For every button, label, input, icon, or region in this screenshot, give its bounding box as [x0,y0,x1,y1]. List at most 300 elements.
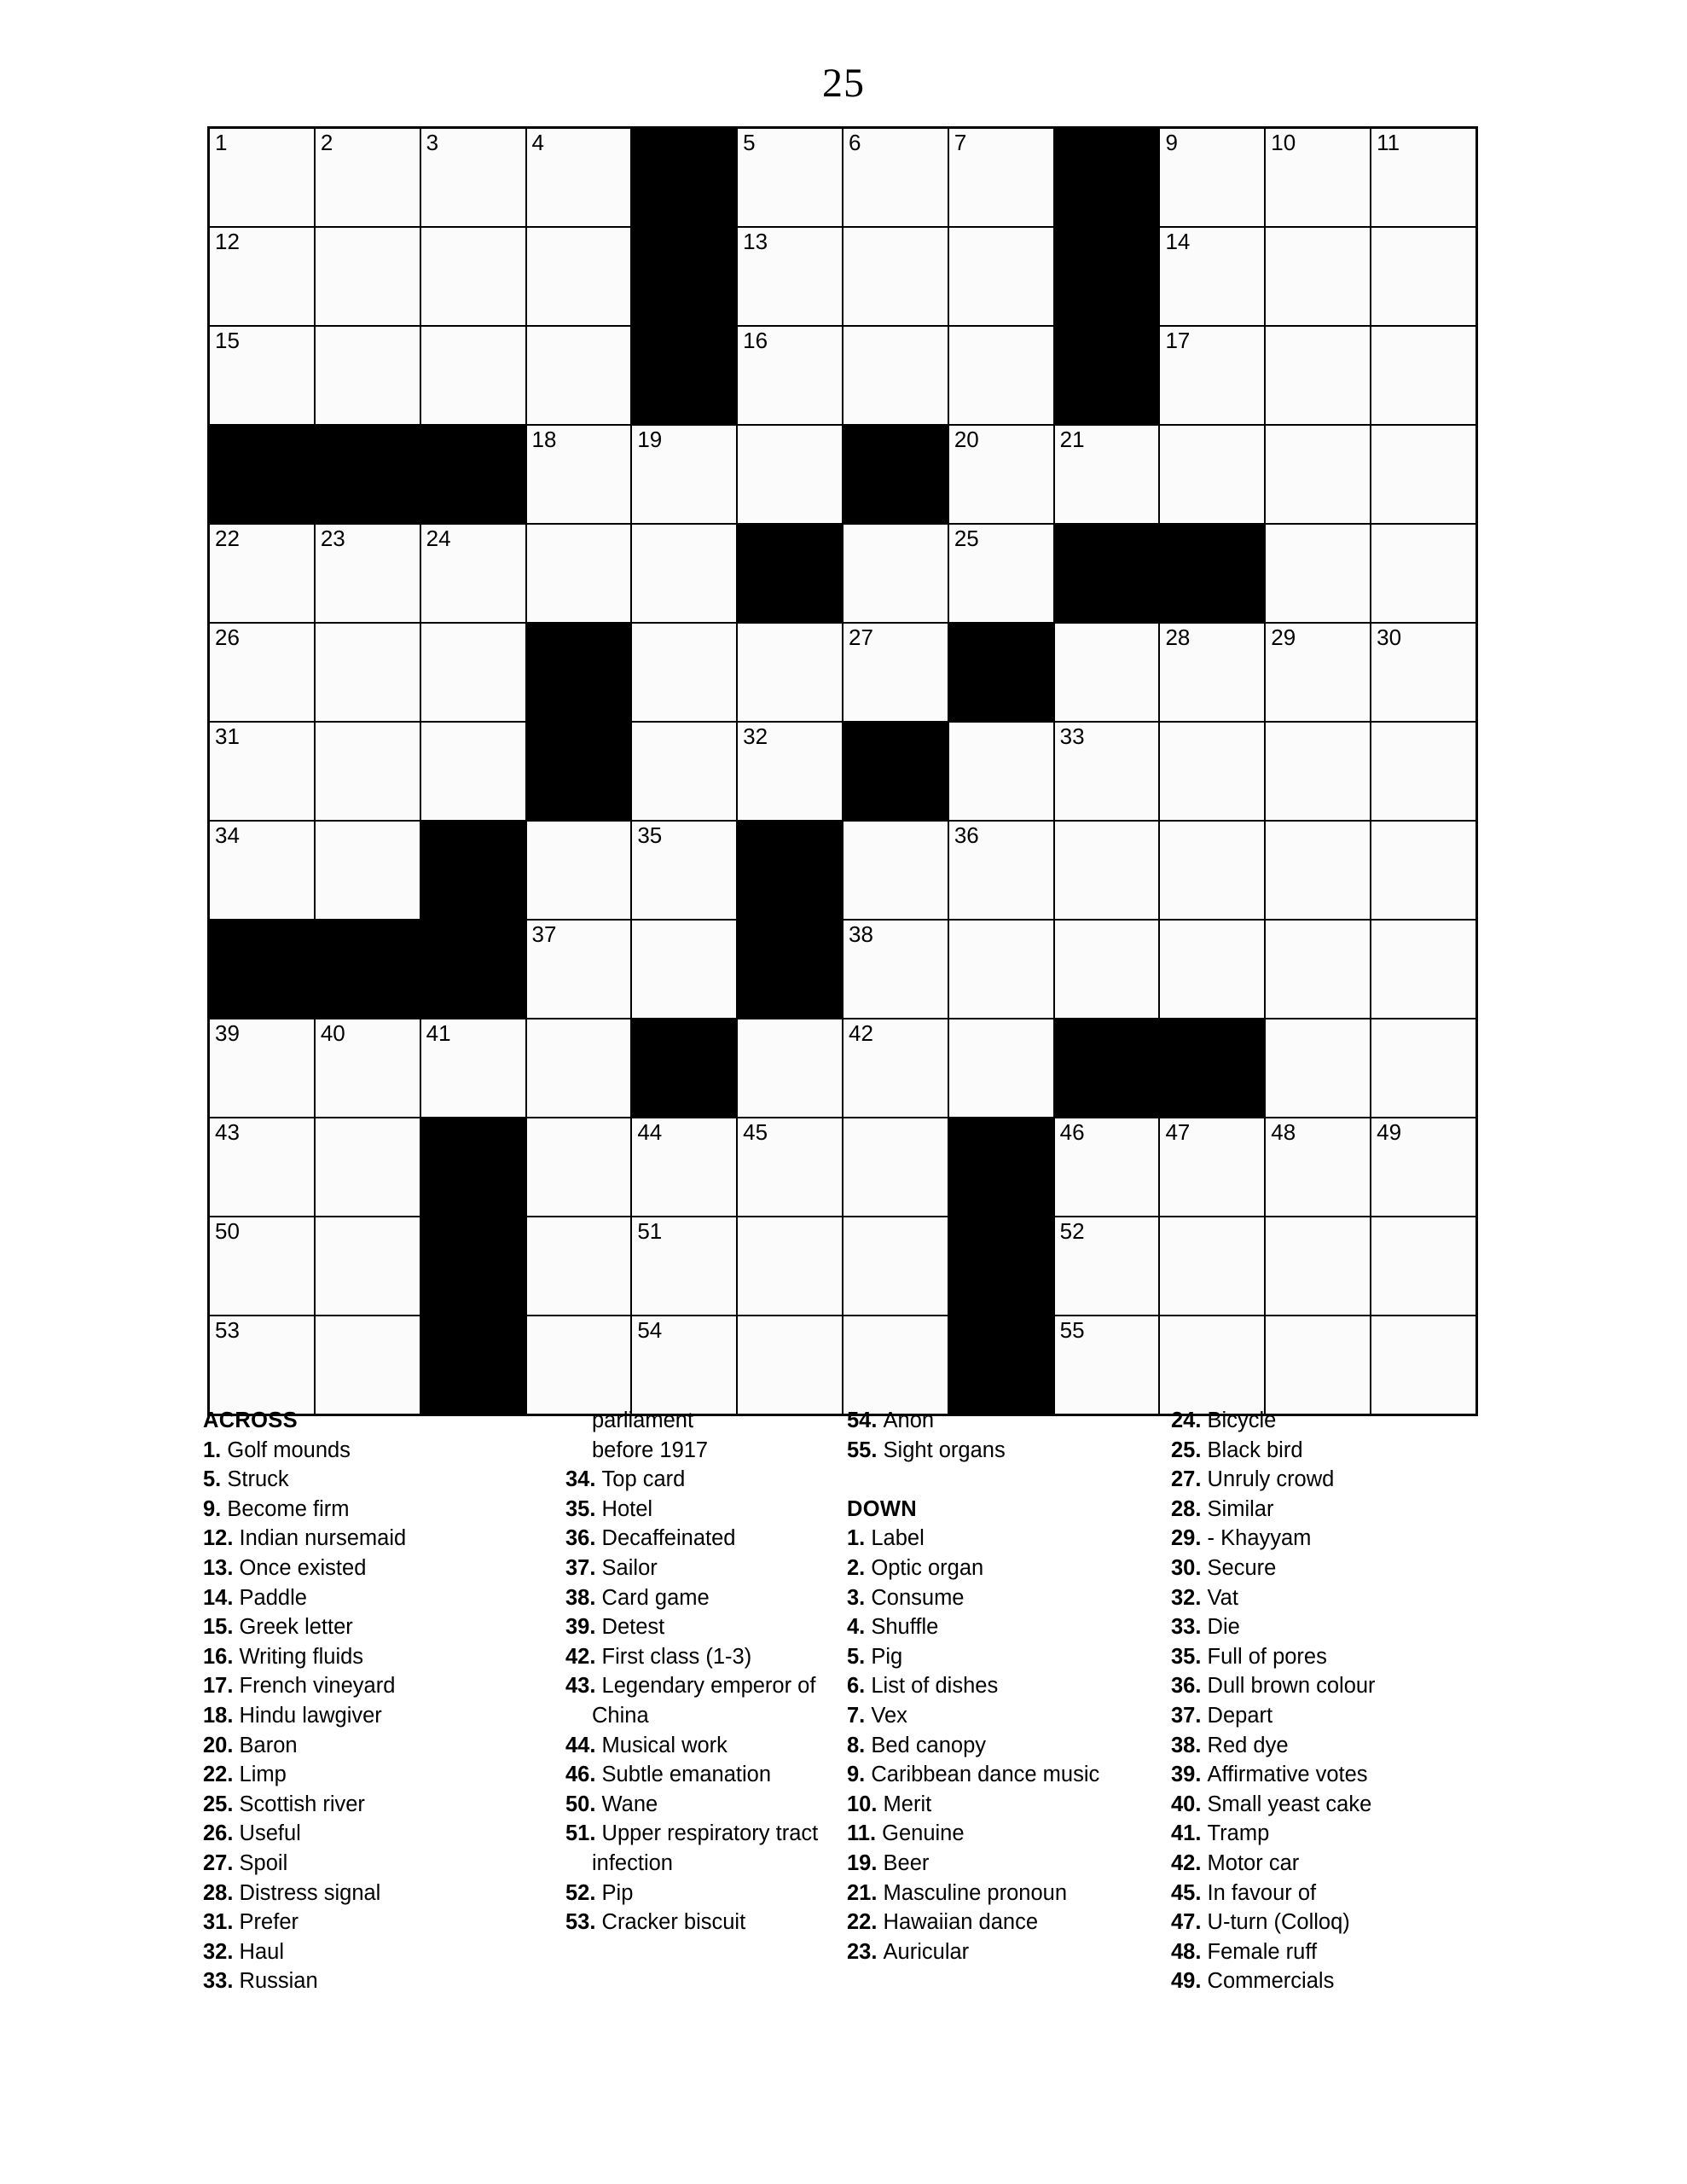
clue-text: Scottish river [239,1792,365,1816]
clue-number: 39. [1171,1763,1208,1787]
clue-item [1171,1819,1477,1849]
clue-text: Paddle [239,1585,307,1610]
grid-cell-number: 39 [215,1020,240,1046]
grid-cell-block [420,1217,526,1316]
grid-cell[interactable] [843,1019,948,1118]
clue-text: Caribbean dance music [871,1763,1100,1787]
clue-text: Consume [871,1585,965,1610]
grid-cell[interactable] [1265,425,1371,524]
grid-cell-number: 14 [1165,229,1191,254]
clue-number: 25. [1171,1438,1208,1462]
clue-item [1171,1612,1477,1642]
clue-text: Sailor [601,1555,658,1580]
clue-text: parliament [592,1409,694,1432]
grid-cell[interactable] [315,524,420,623]
clue-item [847,1937,1166,1967]
grid-cell[interactable] [1265,1316,1371,1415]
grid-cell[interactable] [1159,623,1265,722]
grid-cell[interactable] [1265,623,1371,722]
clue-number: 21. [847,1880,884,1905]
grid-cell[interactable] [209,1019,315,1118]
grid-cell[interactable] [1054,821,1160,920]
grid-cell[interactable] [1371,1217,1476,1316]
clue-text: Musical work [601,1733,728,1757]
grid-cell[interactable] [1265,1019,1371,1118]
grid-cell[interactable] [315,821,420,920]
grid-cell[interactable] [631,524,737,623]
grid-cell[interactable] [420,623,526,722]
grid-cell[interactable] [843,821,948,920]
clue-number: 48. [1171,1939,1208,1964]
grid-cell[interactable] [843,1217,948,1316]
grid-cell[interactable] [948,128,1054,228]
grid-cell-number: 44 [637,1119,663,1145]
grid-cell[interactable] [843,623,948,722]
grid-cell[interactable] [737,623,843,722]
grid-row [209,920,1477,1019]
grid-cell[interactable] [315,1019,420,1118]
clue-number: 45. [1171,1880,1208,1905]
grid-cell[interactable] [420,1019,526,1118]
grid-row [209,821,1477,920]
grid-cell[interactable] [948,425,1054,524]
grid-cell[interactable] [1265,326,1371,425]
clues-section [203,1406,1482,1996]
clue-text: French vineyard [239,1674,396,1699]
grid-cell[interactable] [209,1217,315,1316]
grid-cell-block [526,722,632,821]
grid-cell[interactable] [1054,1217,1160,1316]
clue-text: Tramp [1207,1821,1270,1846]
grid-cell[interactable] [631,425,737,524]
grid-cell[interactable] [631,920,737,1019]
grid-row [209,425,1477,524]
grid-cell-block [631,128,737,228]
clue-item [203,1612,560,1642]
clue-item [1171,1642,1477,1672]
down-heading: DOWN [847,1496,917,1521]
grid-row [209,722,1477,821]
grid-cell-block [209,920,315,1019]
grid-cell[interactable] [948,326,1054,425]
grid-cell[interactable] [526,1217,632,1316]
clue-text: Genuine [882,1821,965,1846]
grid-cell[interactable] [737,227,843,326]
grid-cell[interactable] [1371,524,1476,623]
grid-cell[interactable] [526,920,632,1019]
grid-cell[interactable] [209,821,315,920]
clue-item [203,1790,560,1820]
grid-cell[interactable] [315,1316,420,1415]
grid-cell-number: 11 [1377,130,1400,155]
grid-cell[interactable] [209,326,315,425]
clue-text: Baron [239,1733,298,1757]
grid-row [209,1217,1477,1316]
grid-cell-number: 26 [215,624,240,650]
clues-column-1 [203,1406,565,1996]
grid-cell[interactable] [948,524,1054,623]
grid-cell[interactable] [631,722,737,821]
grid-cell[interactable] [631,623,737,722]
clue-item [203,1760,560,1790]
clue-text: - Khayyam [1207,1526,1312,1551]
grid-cell-block [948,1118,1054,1217]
grid-cell-number: 6 [848,130,861,155]
clue-text: Bicycle [1207,1409,1277,1432]
grid-cell[interactable] [737,128,843,228]
grid-cell[interactable] [1265,128,1371,228]
clue-number: 25. [203,1792,240,1816]
grid-cell-block [737,524,843,623]
clue-item [1171,1760,1477,1790]
grid-cell-number: 3 [426,130,439,155]
grid-cell-number: 53 [215,1317,240,1343]
grid-row [209,623,1477,722]
clue-item [847,1908,1166,1937]
clue-number: 33. [203,1969,240,1994]
clue-item [847,1849,1166,1879]
clue-text: Motor car [1207,1850,1300,1875]
grid-cell[interactable] [737,425,843,524]
grid-cell[interactable] [315,1217,420,1316]
grid-cell[interactable] [1265,1217,1371,1316]
clue-number: 41. [1171,1821,1208,1846]
grid-row [209,227,1477,326]
clue-text: Wane [601,1792,658,1816]
grid-cell[interactable] [209,524,315,623]
grid-cell-block [420,920,526,1019]
across-clue-list [203,1436,560,1996]
clue-text: Full of pores [1207,1644,1327,1669]
grid-cell[interactable] [526,1316,632,1415]
grid-cell-number: 4 [531,130,544,155]
grid-cell[interactable] [209,1118,315,1217]
clue-item [1171,1701,1477,1731]
clue-number: 31. [203,1910,240,1935]
grid-cell[interactable] [1371,722,1476,821]
clue-text: Decaffeinated [601,1526,736,1551]
grid-cell[interactable] [1265,524,1371,623]
grid-cell[interactable] [1054,1316,1160,1415]
clue-text: Haul [239,1939,284,1964]
grid-cell[interactable] [209,128,315,228]
clue-number: 37. [565,1555,602,1580]
grid-cell[interactable] [1159,425,1265,524]
grid-cell-number: 46 [1059,1119,1085,1145]
grid-cell[interactable] [420,227,526,326]
grid-cell[interactable] [1371,1118,1476,1217]
grid-cell[interactable] [737,1118,843,1217]
grid-cell[interactable] [1265,821,1371,920]
grid-cell[interactable] [526,425,632,524]
clue-item [1171,1966,1477,1996]
clue-number: 36. [1171,1674,1208,1699]
grid-cell[interactable] [526,524,632,623]
clue-item [203,1701,560,1731]
clue-text: Depart [1207,1703,1273,1728]
clue-number: 16. [203,1644,240,1669]
grid-cell[interactable] [948,227,1054,326]
clue-number: 14. [203,1585,240,1610]
clue-number: 6. [847,1674,872,1699]
clue-number: 28. [1171,1496,1208,1521]
grid-cell-block [420,1118,526,1217]
grid-cell[interactable] [843,920,948,1019]
grid-cell-block [420,425,526,524]
clue-text: Label [871,1526,925,1551]
clue-item [847,1436,1166,1466]
clue-text: Small yeast cake [1207,1792,1372,1816]
clue-text: Vex [871,1703,907,1728]
grid-cell[interactable] [737,722,843,821]
clues-column-2 [565,1406,847,1996]
clue-number: 51. [565,1821,602,1846]
clue-item [847,1583,1166,1613]
clue-item [203,1495,560,1525]
clue-number: 26. [203,1821,240,1846]
grid-cell-block [209,425,315,524]
grid-cell[interactable] [1159,326,1265,425]
grid-cell[interactable] [1054,425,1160,524]
grid-cell[interactable] [631,1217,737,1316]
grid-row [209,524,1477,623]
clue-number: 30. [1171,1555,1208,1580]
grid-cell[interactable] [526,1118,632,1217]
grid-cell[interactable] [737,1019,843,1118]
clue-number: 28. [203,1880,240,1905]
clue-number: 20. [203,1733,240,1757]
grid-cell[interactable] [843,227,948,326]
clue-number: 7. [847,1703,872,1728]
clue-item [565,1612,842,1642]
grid-cell[interactable] [1371,227,1476,326]
grid-cell-number: 32 [743,723,768,749]
grid-cell[interactable] [1054,623,1160,722]
clue-number: 46. [565,1763,602,1787]
grid-cell[interactable] [843,128,948,228]
clue-number: 5. [847,1644,872,1669]
clue-text: Commercials [1207,1969,1335,1994]
clue-text: Russian [239,1969,318,1994]
clue-text: Optic organ [871,1555,984,1580]
grid-cell[interactable] [948,821,1054,920]
clue-text: Greek letter [239,1615,353,1640]
grid-cell[interactable] [1159,1217,1265,1316]
grid-cell[interactable] [315,1118,420,1217]
clue-number: 43. [565,1674,602,1699]
grid-cell[interactable] [843,524,948,623]
grid-cell-number: 31 [215,723,240,749]
grid-cell-number: 30 [1377,624,1402,650]
grid-cell[interactable] [1265,227,1371,326]
across-heading: ACROSS [203,1409,298,1432]
crossword-grid-table[interactable] [207,126,1478,1416]
clue-item [847,1554,1166,1583]
grid-cell[interactable] [631,821,737,920]
grid-cell[interactable] [420,128,526,228]
clue-number: 15. [203,1615,240,1640]
clue-item [203,1671,560,1701]
clue-item [203,1554,560,1583]
clue-number: 32. [1171,1585,1208,1610]
grid-cell[interactable] [948,1019,1054,1118]
grid-cell-number: 10 [1271,130,1296,155]
grid-cell[interactable] [1159,1316,1265,1415]
grid-cell[interactable] [1371,1316,1476,1415]
grid-cell[interactable] [1371,326,1476,425]
grid-cell[interactable] [737,1316,843,1415]
grid-cell[interactable] [1265,722,1371,821]
clue-number: 13. [203,1555,240,1580]
grid-cell-number: 29 [1271,624,1296,650]
grid-cell-block [315,425,420,524]
grid-cell[interactable] [1054,920,1160,1019]
clue-text: Struck [227,1467,289,1492]
grid-cell-number: 38 [848,921,873,947]
grid-cell-number: 54 [637,1317,663,1343]
clue-item [565,1583,842,1613]
grid-cell-number: 27 [848,624,873,650]
crossword-grid[interactable] [207,126,1478,1391]
clue-item [203,1879,560,1908]
grid-cell[interactable] [526,1019,632,1118]
clue-text: Auricular [883,1939,970,1964]
clue-item [203,1524,560,1554]
grid-cell-number: 19 [637,427,663,452]
clue-item [565,1908,842,1937]
grid-cell-number: 42 [848,1020,873,1046]
grid-cell[interactable] [209,722,315,821]
grid-cell[interactable] [315,722,420,821]
clue-number: 33. [1171,1615,1208,1640]
clue-text: Hawaiian dance [883,1910,1038,1935]
grid-cell[interactable] [1054,1118,1160,1217]
grid-cell[interactable] [737,1217,843,1316]
clue-item [1171,1937,1477,1967]
grid-row [209,128,1477,228]
grid-cell-number: 48 [1271,1119,1296,1145]
grid-cell[interactable] [843,1316,948,1415]
grid-cell[interactable] [526,128,632,228]
clue-item [565,1790,842,1820]
grid-cell[interactable] [1265,920,1371,1019]
grid-cell[interactable] [631,1316,737,1415]
grid-cell-number: 22 [215,526,240,551]
clue-item [203,1937,560,1967]
down-clue-list-cont [1171,1406,1477,1996]
clue-number: 29. [1171,1526,1208,1551]
grid-cell-number: 2 [320,130,333,155]
grid-cell[interactable] [1371,425,1476,524]
grid-cell-number: 1 [215,130,228,155]
grid-cell[interactable] [1371,821,1476,920]
clue-item [1171,1583,1477,1613]
clue-number: 42. [1171,1850,1208,1875]
clue-number: 55. [847,1438,884,1462]
clue-item [1171,1465,1477,1495]
clue-item [847,1612,1166,1642]
grid-cell[interactable] [1371,623,1476,722]
clue-item [565,1554,842,1583]
grid-cell[interactable] [1054,722,1160,821]
clue-number: 38. [1171,1733,1208,1757]
clue-text: In favour of [1207,1880,1317,1905]
grid-cell[interactable] [948,920,1054,1019]
grid-cell[interactable] [315,326,420,425]
clue-text: Merit [883,1792,932,1816]
grid-cell[interactable] [1371,920,1476,1019]
grid-cell[interactable] [315,128,420,228]
grid-cell-number: 5 [743,130,756,155]
grid-cell[interactable] [1159,128,1265,228]
grid-cell[interactable] [1159,1118,1265,1217]
grid-cell[interactable] [1159,722,1265,821]
clue-text: Subtle emanation [601,1763,772,1787]
grid-cell[interactable] [209,1316,315,1415]
clue-number: 32. [203,1939,240,1964]
grid-cell[interactable] [843,326,948,425]
grid-cell[interactable] [526,227,632,326]
grid-cell-block [631,326,737,425]
grid-cell[interactable] [209,623,315,722]
clue-number: 35. [565,1496,602,1521]
grid-cell[interactable] [631,1118,737,1217]
clue-item [1171,1554,1477,1583]
grid-cell-number: 37 [531,921,557,947]
grid-cell[interactable] [420,326,526,425]
grid-cell[interactable] [315,623,420,722]
grid-cell[interactable] [209,227,315,326]
grid-cell[interactable] [526,821,632,920]
clue-text: Die [1207,1615,1240,1640]
clue-number: 27. [1171,1467,1208,1492]
clue-item [565,1524,842,1554]
grid-cell[interactable] [526,326,632,425]
grid-row [209,1118,1477,1217]
clue-number: 54. [847,1409,884,1432]
grid-row [209,1316,1477,1415]
clue-number: 18. [203,1703,240,1728]
clue-text: Bed canopy [871,1733,987,1757]
grid-cell[interactable] [948,722,1054,821]
grid-cell[interactable] [1159,920,1265,1019]
clue-text: Useful [239,1821,301,1846]
grid-cell[interactable] [1371,128,1476,228]
grid-cell-number: 47 [1165,1119,1191,1145]
grid-cell-block [948,1217,1054,1316]
grid-cell[interactable] [315,227,420,326]
grid-cell[interactable] [1371,1019,1476,1118]
grid-cell[interactable] [1159,821,1265,920]
grid-cell[interactable] [420,524,526,623]
grid-cell[interactable] [1265,1118,1371,1217]
clue-text: Beer [883,1850,930,1875]
grid-cell-number: 23 [320,526,345,551]
grid-row [209,1019,1477,1118]
clue-text: Writing fluids [239,1644,364,1669]
clue-number: 34. [565,1467,602,1492]
grid-cell[interactable] [420,722,526,821]
clue-number: 35. [1171,1644,1208,1669]
grid-cell[interactable] [737,326,843,425]
clue-number: 52. [565,1880,602,1905]
grid-cell-number: 43 [215,1119,240,1145]
clue-item [203,1966,560,1996]
clue-number: 9. [847,1763,872,1787]
grid-cell[interactable] [1159,227,1265,326]
clue-item [203,1642,560,1672]
grid-cell[interactable] [843,1118,948,1217]
